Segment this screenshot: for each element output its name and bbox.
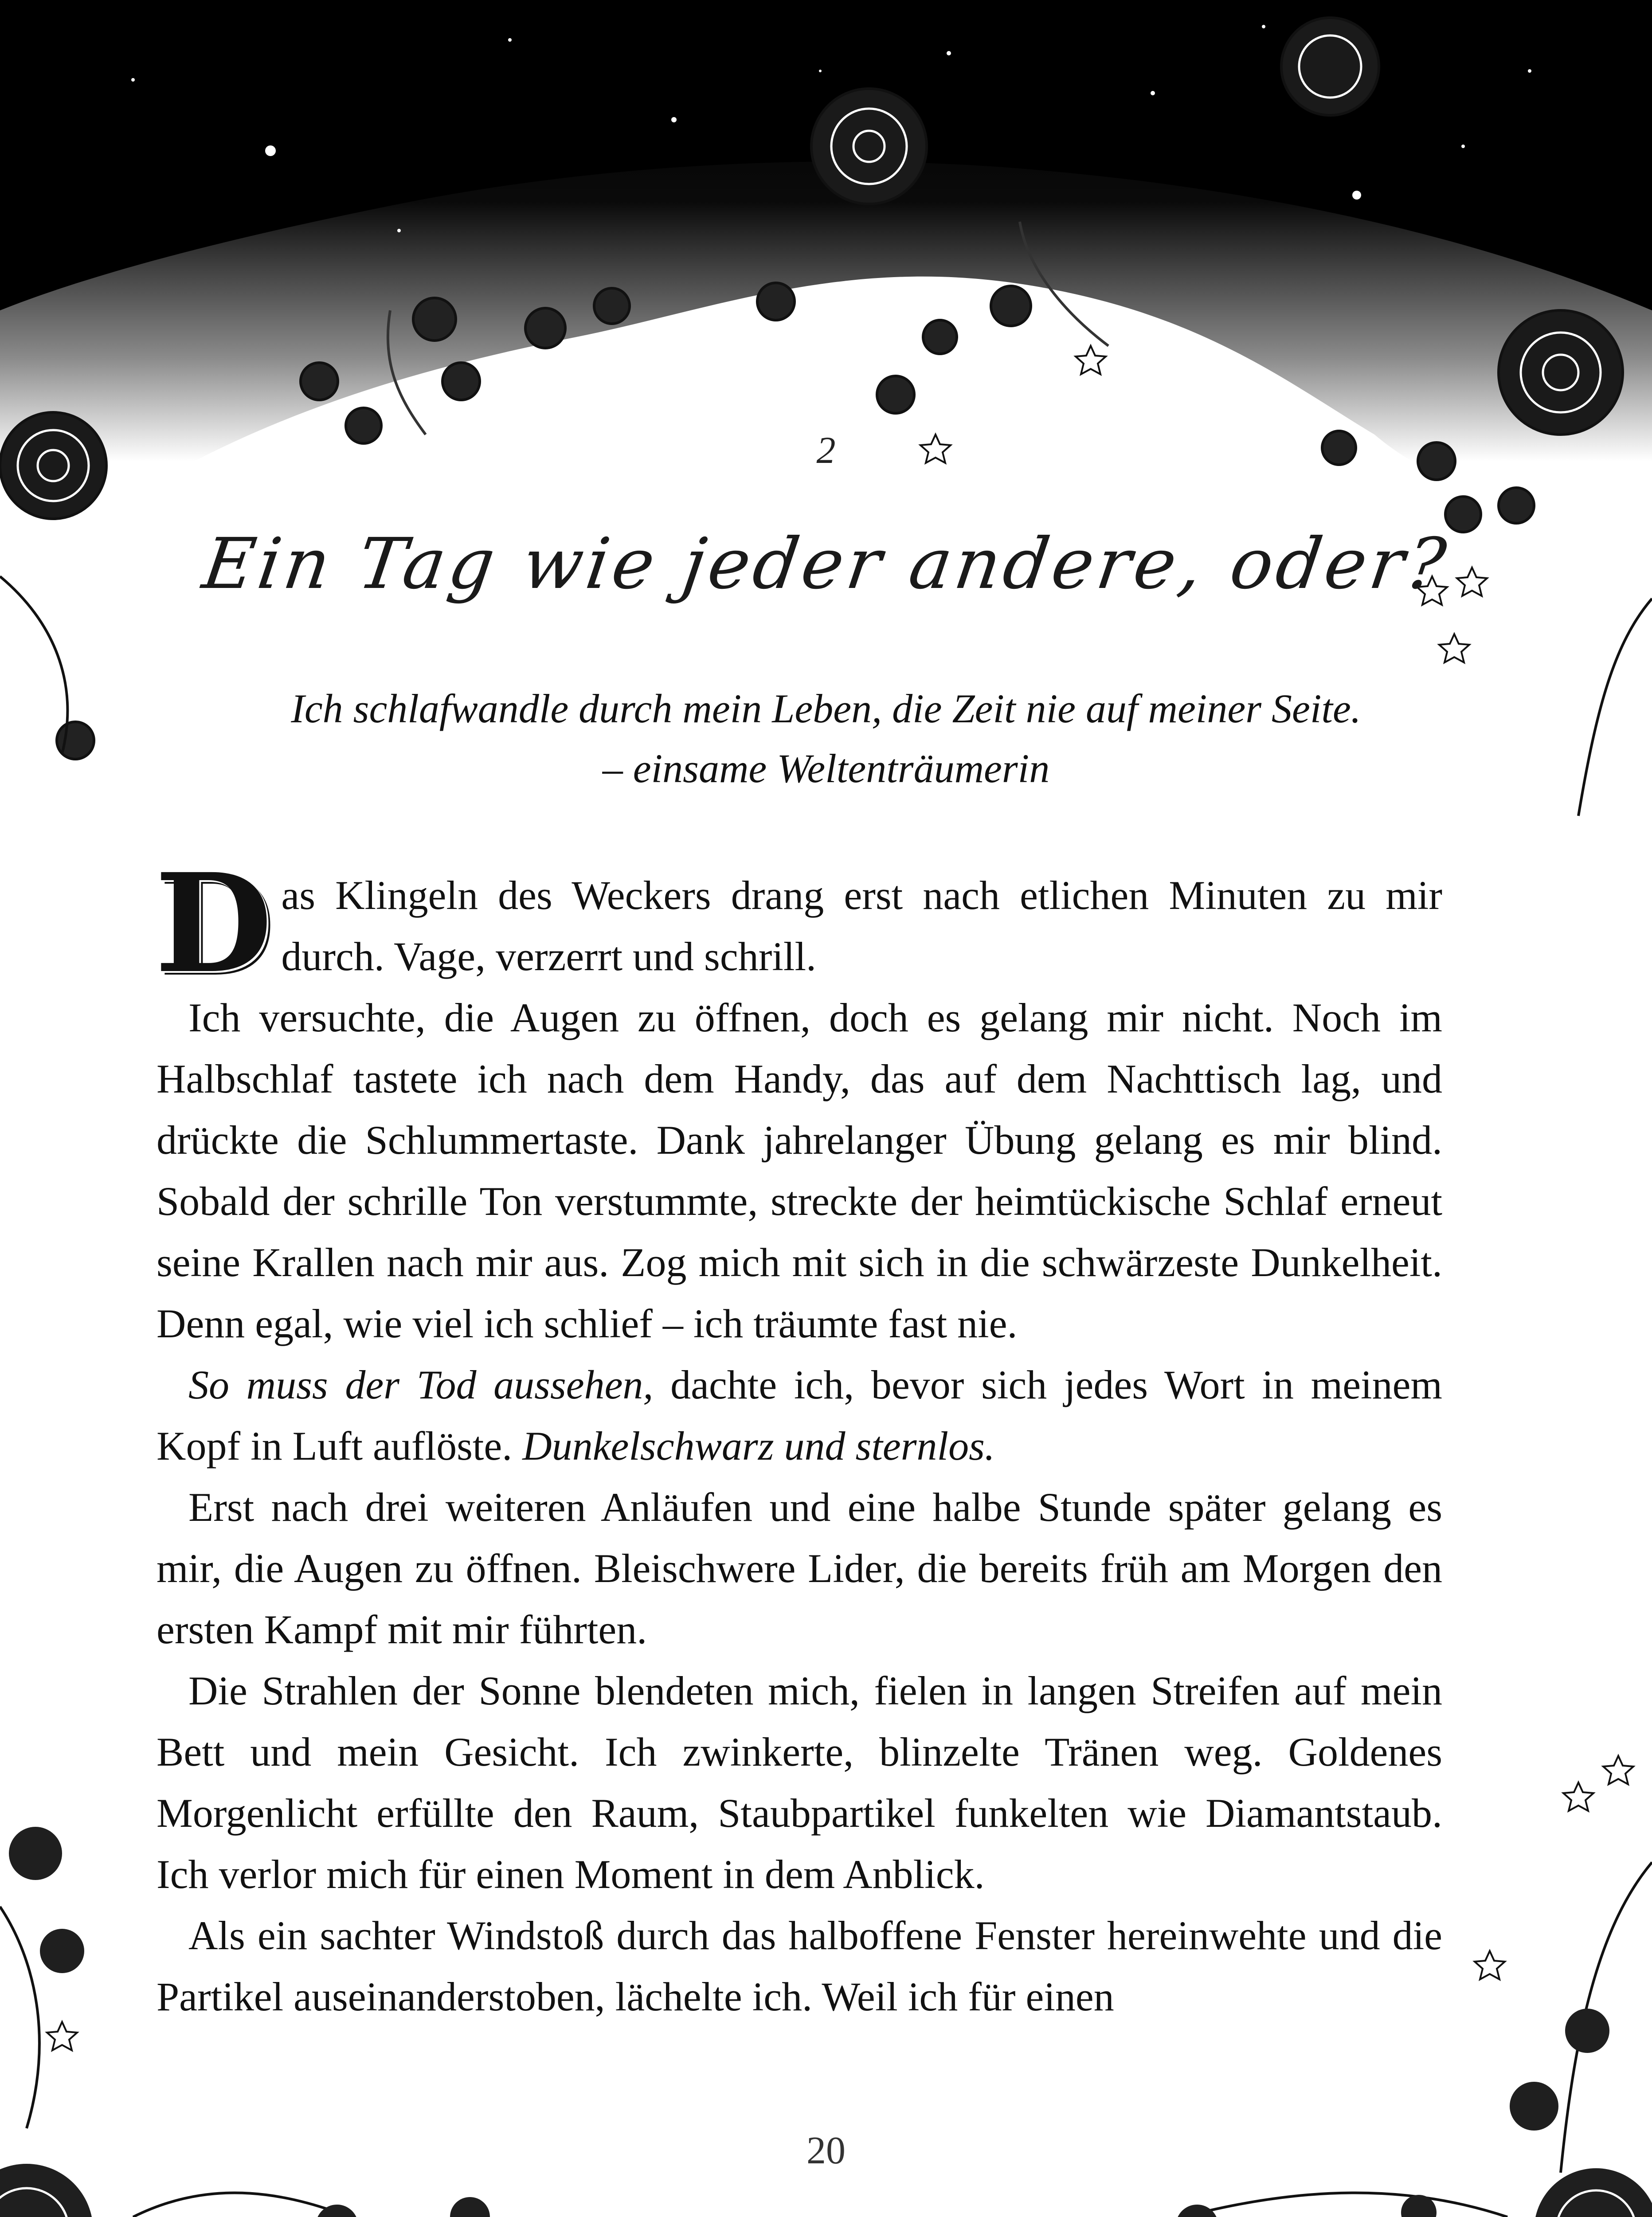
paragraph-3-text: dachte ich, bevor sich jedes Wort in meinem Kopf in Luft auflöste. (157, 1362, 1442, 1469)
paragraph-6: Als ein sachter Windstoß durch das halboffene Fenster hereinwehte und die Partikel auseinanderstoben, lächelte ich. Weil ich für einen (157, 1913, 1442, 2019)
drop-cap: D (155, 844, 273, 1003)
paragraph-1 (155, 844, 1442, 1003)
paragraph-3 (157, 1354, 1442, 1477)
paragraph-2: Ich versuchte, die Augen zu öffnen, doch es gelang mir nicht. Noch im Halbschlaf tastete ich nach dem Handy, das auf dem Nachttisch lag, und drückte die Schlummertaste. Dank jahrelanger Übung gelang es mir blind. Sobald der schrille Ton verstummte, streckte der heimtückische Schlaf erneut seine Krallen nach mir aus. Zog mich mit sich in die schwärzeste Dunkelheit. Denn egal, wie viel ich schlief – ich träumte fast nie. (157, 995, 1442, 1346)
page-number: 20 (806, 2129, 846, 2172)
epigraph-attribution: – einsame Weltenträumerin (602, 746, 1050, 791)
italic-phrase-2: Dunkelschwarz und sternlos. (522, 1423, 995, 1469)
paragraph-1-text: as Klingeln des Weckers drang erst nach etlichen Minuten zu mir durch. Vage, verzerrt und schrill. (281, 873, 1442, 979)
paragraph-4: Erst nach drei weiteren Anläufen und eine halbe Stunde später gelang es mir, die Augen zu öffnen. Bleischwere Lider, die bereits früh am Morgen den ersten Kampf mit mir führten. (157, 1485, 1442, 1652)
epigraph-quote: Ich schlafwandle durch mein Leben, die Zeit nie auf meiner Seite. (291, 686, 1361, 731)
chapter-title: Ein Tag wie jeder andere, oder? (198, 523, 1454, 605)
paragraph-5: Die Strahlen der Sonne blendeten mich, fielen in langen Streifen auf mein Bett und mein Gesicht. Ich zwinkerte, blinzelte Tränen weg. Goldenes Morgenlicht erfüllte den Raum, Staubpartikel funkelten wie Diamantstaub. Ich verlor mich für einen Moment in dem Anblick. (157, 1668, 1442, 1897)
italic-phrase-1: So muss der Tod aussehen, (188, 1362, 654, 1407)
chapter-number: 2 (816, 429, 836, 471)
